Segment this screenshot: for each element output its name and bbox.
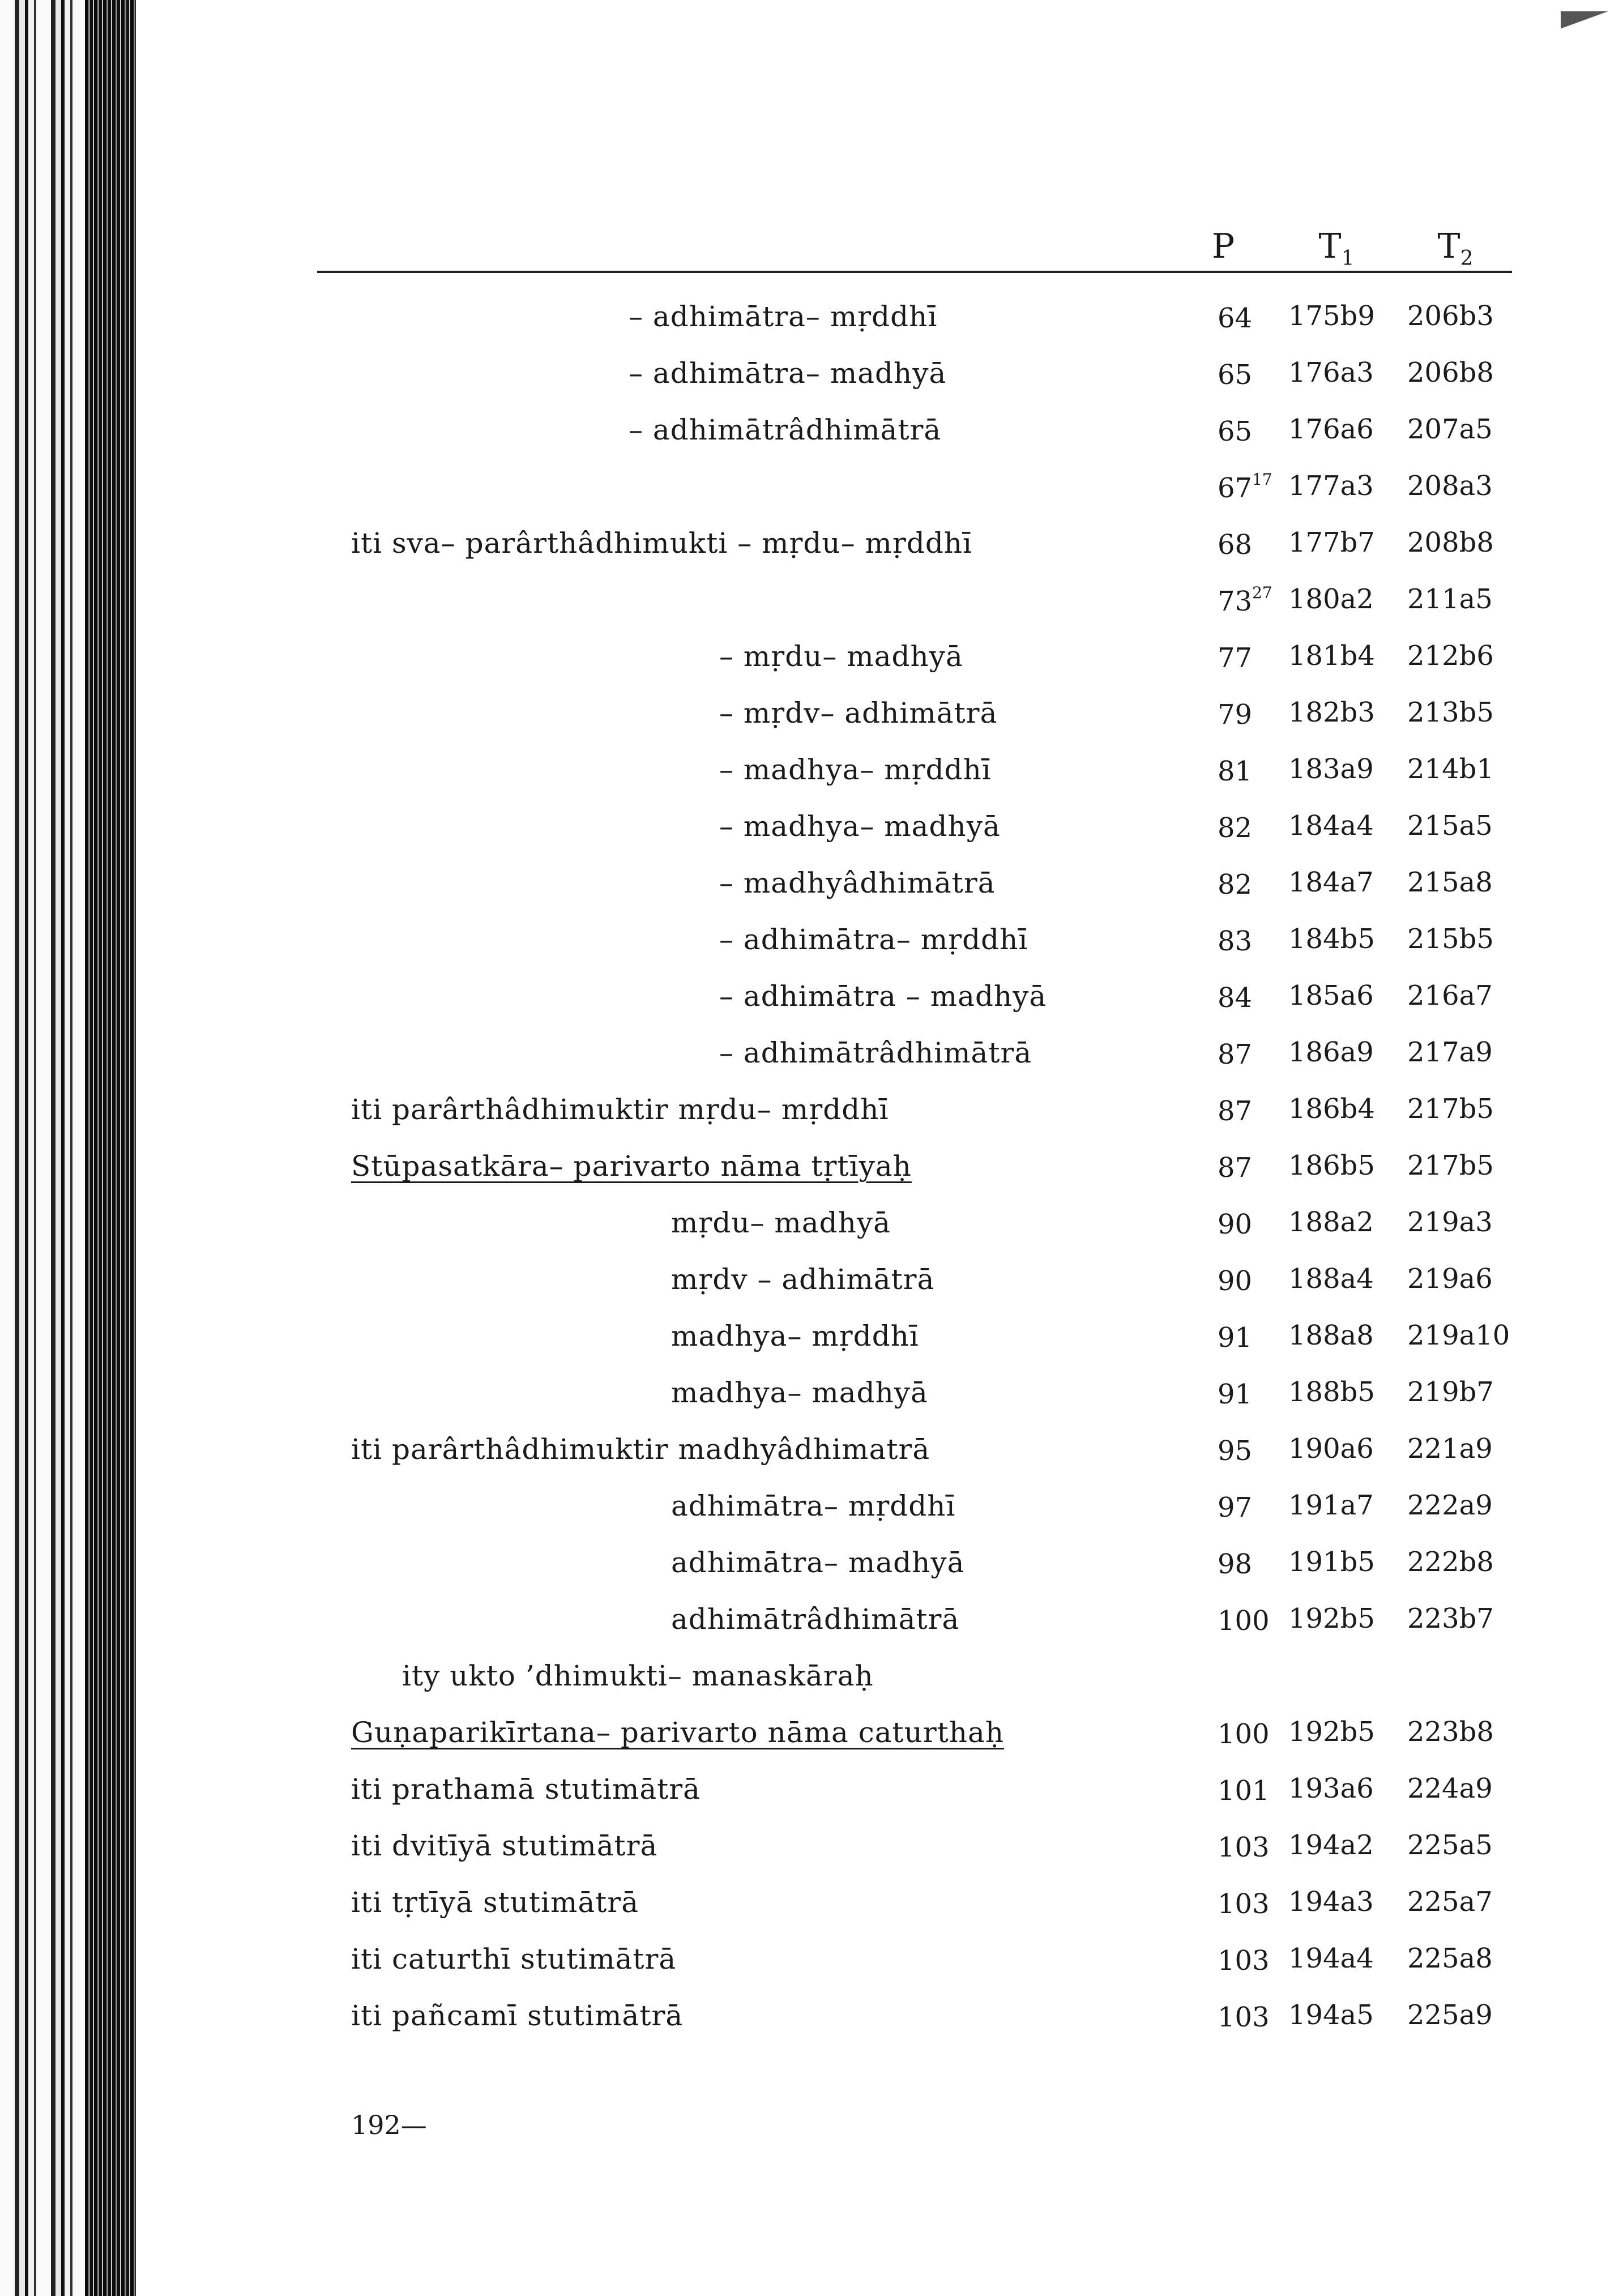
cell-p	[1218, 1773, 1270, 1807]
cell-p	[1218, 640, 1252, 674]
cell-p	[1218, 1376, 1252, 1410]
entry-label: – mṛdv– adhimātrā	[719, 697, 998, 729]
table-row	[0, 1206, 1623, 1263]
entry-label: – madhya– madhyā	[719, 810, 1001, 843]
cell-t1: 183a9	[1288, 753, 1374, 785]
cell-p-value: 90	[1218, 1209, 1253, 1240]
cell-t1: 185a6	[1288, 980, 1374, 1012]
entry-label: adhimātra– mṛddhī	[671, 1490, 956, 1522]
cell-p	[1218, 1546, 1252, 1580]
cell-t1: 184a4	[1288, 810, 1374, 842]
cell-p	[1218, 753, 1252, 787]
cell-p-value: 82	[1218, 869, 1253, 901]
cell-t1: 190a6	[1288, 1433, 1374, 1465]
table-row	[0, 1150, 1623, 1206]
cell-p-value: 103	[1218, 1945, 1270, 1977]
cell-p-value: 97	[1218, 1492, 1253, 1523]
table-row	[0, 1999, 1623, 2056]
entry-label: – adhimātra– mṛddhī	[719, 923, 1028, 956]
entry-label: iti tṛtīyā stutimātrā	[351, 1886, 639, 1919]
cell-t2: 222b8	[1407, 1546, 1494, 1578]
entry-label: madhya– madhyā	[671, 1376, 928, 1409]
cell-t2: 223b8	[1407, 1716, 1494, 1748]
cell-t2: 214b1	[1407, 753, 1494, 785]
cell-p-value: 103	[1218, 1888, 1270, 1920]
cell-p	[1218, 867, 1252, 901]
entry-label: – madhyâdhimātrā	[719, 867, 996, 899]
cell-t1: 191b5	[1288, 1546, 1375, 1578]
cell-p-value: 87	[1218, 1152, 1253, 1184]
entry-label: iti prathamā stutimātrā	[351, 1773, 701, 1806]
cell-p-value: 82	[1218, 812, 1253, 844]
entry-label: iti pañcamī stutimātrā	[351, 1999, 684, 2032]
entry-label: iti caturthī stutimātrā	[351, 1943, 677, 1975]
cell-p-value: 65	[1218, 416, 1253, 447]
cell-t2: 221a9	[1407, 1433, 1493, 1465]
cell-t1: 194a2	[1288, 1829, 1374, 1861]
cell-p-value: 65	[1218, 359, 1253, 391]
cell-t1: 186b4	[1288, 1093, 1375, 1125]
cell-t1: 194a5	[1288, 1999, 1374, 2031]
cell-p	[1218, 810, 1252, 844]
column-header-p: P	[1211, 227, 1235, 266]
cell-t2: 225a8	[1407, 1943, 1493, 1974]
table-row	[0, 923, 1623, 980]
table-row	[0, 697, 1623, 753]
cell-t1: 192b5	[1288, 1716, 1375, 1748]
cell-p-value: 101	[1218, 1775, 1270, 1807]
cell-t1: 176a3	[1288, 357, 1374, 389]
entry-label: iti parârthâdhimuktir mṛdu– mṛddhī	[351, 1093, 889, 1126]
cell-p	[1218, 1999, 1270, 2033]
cell-p	[1218, 1320, 1252, 1354]
cell-p	[1218, 1603, 1270, 1637]
cell-t1: 188a8	[1288, 1320, 1374, 1351]
cell-t2: 215a5	[1407, 810, 1493, 842]
scan-corner-mark	[1561, 11, 1623, 45]
cell-t2: 217a9	[1407, 1036, 1493, 1068]
cell-t2: 217b5	[1407, 1150, 1494, 1181]
table-row	[0, 867, 1623, 923]
cell-p	[1218, 1829, 1270, 1863]
entry-label: mṛdv – adhimātrā	[671, 1263, 935, 1296]
table-row	[0, 583, 1623, 640]
cell-p-value: 98	[1218, 1548, 1253, 1580]
cell-t2: 208b8	[1407, 527, 1494, 558]
table-row	[0, 640, 1623, 697]
cell-p-value: 64	[1218, 302, 1253, 334]
entry-label: – adhimātra– madhyā	[629, 357, 947, 390]
cell-t1: 188a4	[1288, 1263, 1374, 1295]
cell-t1: 188a2	[1288, 1206, 1374, 1238]
cell-p	[1218, 357, 1252, 391]
table-row	[0, 1829, 1623, 1886]
cell-t2: 215b5	[1407, 923, 1494, 955]
entry-label: – adhimātrâdhimātrā	[629, 413, 942, 446]
cell-p	[1218, 1943, 1270, 1977]
cell-p	[1218, 1490, 1252, 1523]
cell-t2: 215a8	[1407, 867, 1493, 898]
table-row	[0, 1093, 1623, 1150]
cell-t1: 193a6	[1288, 1773, 1374, 1804]
cell-t2: 223b7	[1407, 1603, 1494, 1634]
cell-t1: 182b3	[1288, 697, 1375, 728]
cell-p-value: 95	[1218, 1435, 1253, 1467]
cell-t1: 194a3	[1288, 1886, 1374, 1918]
cell-p	[1218, 1093, 1252, 1127]
entry-label: adhimātrâdhimātrā	[671, 1603, 960, 1636]
cell-p	[1218, 980, 1252, 1014]
column-header-t1: $T_1$	[1318, 227, 1355, 270]
cell-t1: 184a7	[1288, 867, 1374, 898]
cell-t2: 219a10	[1407, 1320, 1510, 1351]
cell-t2: 225a7	[1407, 1886, 1493, 1918]
cell-p	[1218, 413, 1252, 447]
cell-p-value: 68	[1218, 529, 1253, 561]
entry-label: madhya– mṛddhī	[671, 1320, 919, 1352]
cell-p	[1218, 300, 1252, 334]
cell-p-value: 79	[1218, 699, 1253, 731]
table-row	[0, 810, 1623, 867]
table-row	[0, 1036, 1623, 1093]
cell-p	[1218, 1433, 1252, 1467]
cell-p-value: 77	[1218, 642, 1253, 674]
page-number: 192—	[351, 2110, 427, 2140]
cell-t2: 219b7	[1407, 1376, 1494, 1408]
cell-p-value: 100	[1218, 1718, 1270, 1750]
cell-t1: 175b9	[1288, 300, 1375, 332]
cell-t2: 206b3	[1407, 300, 1494, 332]
table-row	[0, 1376, 1623, 1433]
table-row	[0, 1490, 1623, 1546]
cell-p	[1218, 697, 1252, 731]
table-row	[0, 1886, 1623, 1943]
table-row	[0, 1320, 1623, 1376]
table-row	[0, 1546, 1623, 1603]
cell-t2: 207a5	[1407, 413, 1493, 445]
entry-label: – adhimātrâdhimātrā	[719, 1036, 1032, 1069]
table-row	[0, 1716, 1623, 1773]
entry-label: mṛdu– madhyā	[671, 1206, 891, 1239]
cell-p-value: 83	[1218, 925, 1253, 957]
cell-p-value: 91	[1218, 1322, 1253, 1354]
cell-t1: 188b5	[1288, 1376, 1375, 1408]
cell-p-value: 100	[1218, 1605, 1270, 1637]
table-row	[0, 300, 1623, 357]
cell-t2: 222a9	[1407, 1490, 1493, 1521]
cell-t2: 217b5	[1407, 1093, 1494, 1125]
entry-label: iti sva– parârthâdhimukti – mṛdu– mṛddhī	[351, 527, 973, 560]
entry-label: iti parârthâdhimuktir madhyâdhimatrā	[351, 1433, 930, 1466]
cell-t1: 180a2	[1288, 583, 1374, 615]
cell-p	[1218, 1263, 1252, 1297]
cell-p	[1218, 923, 1252, 957]
entry-label: adhimātra– madhyā	[671, 1546, 965, 1579]
table-row	[0, 1433, 1623, 1490]
cell-p	[1218, 1886, 1270, 1920]
cell-p-value: 87	[1218, 1095, 1253, 1127]
cell-p	[1218, 1036, 1252, 1070]
footnote-marker: 27	[1252, 583, 1272, 602]
cell-p	[1218, 583, 1272, 617]
entry-label: ity ukto ’dhimukti– manaskāraḥ	[402, 1659, 874, 1692]
entry-label: Guṇaparikīrtana– parivarto nāma caturthaḥ	[351, 1716, 1005, 1749]
table-row	[0, 753, 1623, 810]
cell-t2: 219a3	[1407, 1206, 1493, 1238]
table-row	[0, 1603, 1623, 1659]
cell-t2: 224a9	[1407, 1773, 1493, 1804]
cell-p	[1218, 527, 1252, 561]
cell-t1: 186b5	[1288, 1150, 1375, 1181]
table-row	[0, 1943, 1623, 1999]
table-row	[0, 357, 1623, 413]
cell-p-value: 81	[1218, 756, 1253, 787]
cell-t2: 225a9	[1407, 1999, 1493, 2031]
entry-label: iti dvitīyā stutimātrā	[351, 1829, 658, 1862]
cell-p-value: 103	[1218, 2001, 1270, 2033]
table-row	[0, 470, 1623, 527]
cell-t1: 186a9	[1288, 1036, 1374, 1068]
cell-t2: 219a6	[1407, 1263, 1493, 1295]
cell-p	[1218, 1206, 1252, 1240]
table-row	[0, 1659, 1623, 1716]
cell-t2: 213b5	[1407, 697, 1494, 728]
header-rule	[317, 271, 1512, 273]
cell-t1: 176a6	[1288, 413, 1374, 445]
cell-t2: 216a7	[1407, 980, 1493, 1012]
table-row	[0, 980, 1623, 1036]
entry-label: Stūpasatkāra– parivarto nāma tṛtīyaḥ	[351, 1150, 912, 1183]
cell-p-value: 73	[1218, 586, 1253, 617]
cell-t2: 208a3	[1407, 470, 1493, 502]
cell-t1: 177a3	[1288, 470, 1374, 502]
cell-t2: 212b6	[1407, 640, 1494, 672]
cell-p-value: 87	[1218, 1039, 1253, 1070]
entry-label: – adhimātra – madhyā	[719, 980, 1047, 1013]
cell-t1: 177b7	[1288, 527, 1375, 558]
footnote-marker: 17	[1252, 470, 1272, 489]
entry-label: – madhya– mṛddhī	[719, 753, 992, 786]
table-row	[0, 1773, 1623, 1829]
cell-p-value: 103	[1218, 1832, 1270, 1863]
cell-p	[1218, 470, 1272, 504]
cell-t2: 225a5	[1407, 1829, 1493, 1861]
cell-p-value: 91	[1218, 1379, 1253, 1410]
cell-p-value: 67	[1218, 472, 1253, 504]
cell-t1: 192b5	[1288, 1603, 1375, 1634]
cell-t2: 211a5	[1407, 583, 1493, 615]
table-row	[0, 527, 1623, 583]
table-header	[317, 227, 1506, 272]
table-row	[0, 1263, 1623, 1320]
cell-p-value: 84	[1218, 982, 1253, 1014]
cell-t1: 194a4	[1288, 1943, 1374, 1974]
cell-t1: 191a7	[1288, 1490, 1374, 1521]
table-row	[0, 413, 1623, 470]
cell-p	[1218, 1150, 1252, 1184]
cell-t1: 184b5	[1288, 923, 1375, 955]
cell-t2: 206b8	[1407, 357, 1494, 389]
entry-label: – adhimātra– mṛddhī	[629, 300, 938, 333]
entry-label: – mṛdu– madhyā	[719, 640, 963, 673]
cell-p	[1218, 1716, 1270, 1750]
cell-t1: 181b4	[1288, 640, 1375, 672]
column-header-t2: $T_2$	[1437, 227, 1473, 270]
cell-p-value: 90	[1218, 1265, 1253, 1297]
